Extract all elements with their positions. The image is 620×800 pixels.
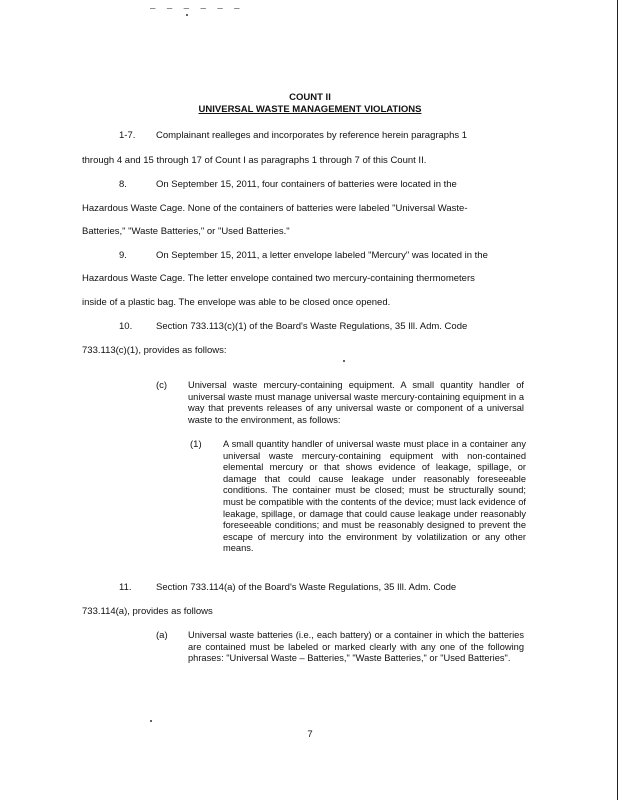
subsection-label: (1)	[190, 439, 202, 450]
paragraph-line: Hazardous Waste Cage. None of the containers of batteries were labeled "Universal Waste-	[82, 203, 468, 214]
paragraph-line: 733.114(a), provides as follows	[82, 606, 213, 617]
paragraph-number: 10.	[119, 321, 133, 332]
scan-speck	[150, 720, 152, 722]
paragraph-line: 733.113(c)(1), provides as follows:	[82, 345, 227, 356]
section-title: UNIVERSAL WASTE MANAGEMENT VIOLATIONS	[198, 104, 422, 115]
regulation-quote: A small quantity handler of universal waste must place in a container any universal waste mercury-containing equipment with non-contained elemental mercury or that shows evidence of leakage, spillage, or damage that could cause leakage under reasonably foreseeable conditions. The container must be closed; must be structurally sound; must be compatible with the contents of the device; must lack evidence of leakage, spillage, or damage that could cause leakage under reasonably foreseeable conditions; and must be reasonably designed to prevent the escape of mercury into the environment by volatilization or any other means.	[223, 439, 526, 554]
scan-speck	[186, 14, 188, 16]
count-label: COUNT II	[289, 92, 331, 103]
paragraph-number: 1-7.	[119, 130, 136, 141]
paragraph-line: through 4 and 15 through 17 of Count I as paragraphs 1 through 7 of this Count II.	[82, 155, 427, 166]
regulation-quote: Universal waste mercury-containing equipment. A small quantity handler of universal waste must manage universal waste mercury-containing equipment in a way that prevents releases of any universal waste or component of a universal waste to the environment, as follows:	[188, 380, 524, 425]
paragraph-line: Section 733.114(a) of the Board's Waste Regulations, 35 Ill. Adm. Code	[156, 582, 457, 593]
paragraph-line: Hazardous Waste Cage. The letter envelope contained two mercury-containing thermometers	[82, 273, 475, 284]
paragraph-line: inside of a plastic bag. The envelope was able to be closed once opened.	[82, 297, 391, 308]
paragraph-number: 8.	[119, 179, 127, 190]
paragraph-number: 9.	[119, 250, 127, 261]
paragraph-line: On September 15, 2011, four containers of batteries were located in the	[156, 179, 457, 190]
page-number: 7	[307, 729, 313, 740]
paragraph-line: Complainant realleges and incorporates by reference herein paragraphs 1	[156, 130, 468, 141]
regulation-quote: Universal waste batteries (i.e., each battery) or a container in which the batteries are contained must be labeled or marked clearly with any one of the following phrases: "Universal Waste – Batteries," "Waste Batteries," or "Used Batteries".	[188, 630, 524, 664]
scan-edge-line	[617, 0, 618, 800]
paragraph-line: On September 15, 2011, a letter envelope labeled "Mercury" was located in the	[156, 250, 488, 261]
paragraph-line: Batteries," "Waste Batteries," or "Used Batteries."	[82, 226, 290, 237]
subsection-label: (c)	[156, 380, 168, 391]
scan-artifact-dashes: — — — — — —	[150, 4, 243, 14]
scan-speck	[343, 360, 345, 362]
paragraph-number: 11.	[119, 582, 132, 593]
paragraph-line: Section 733.113(c)(1) of the Board's Waste Regulations, 35 Ill. Adm. Code	[156, 321, 468, 332]
subsection-label: (a)	[156, 630, 168, 641]
